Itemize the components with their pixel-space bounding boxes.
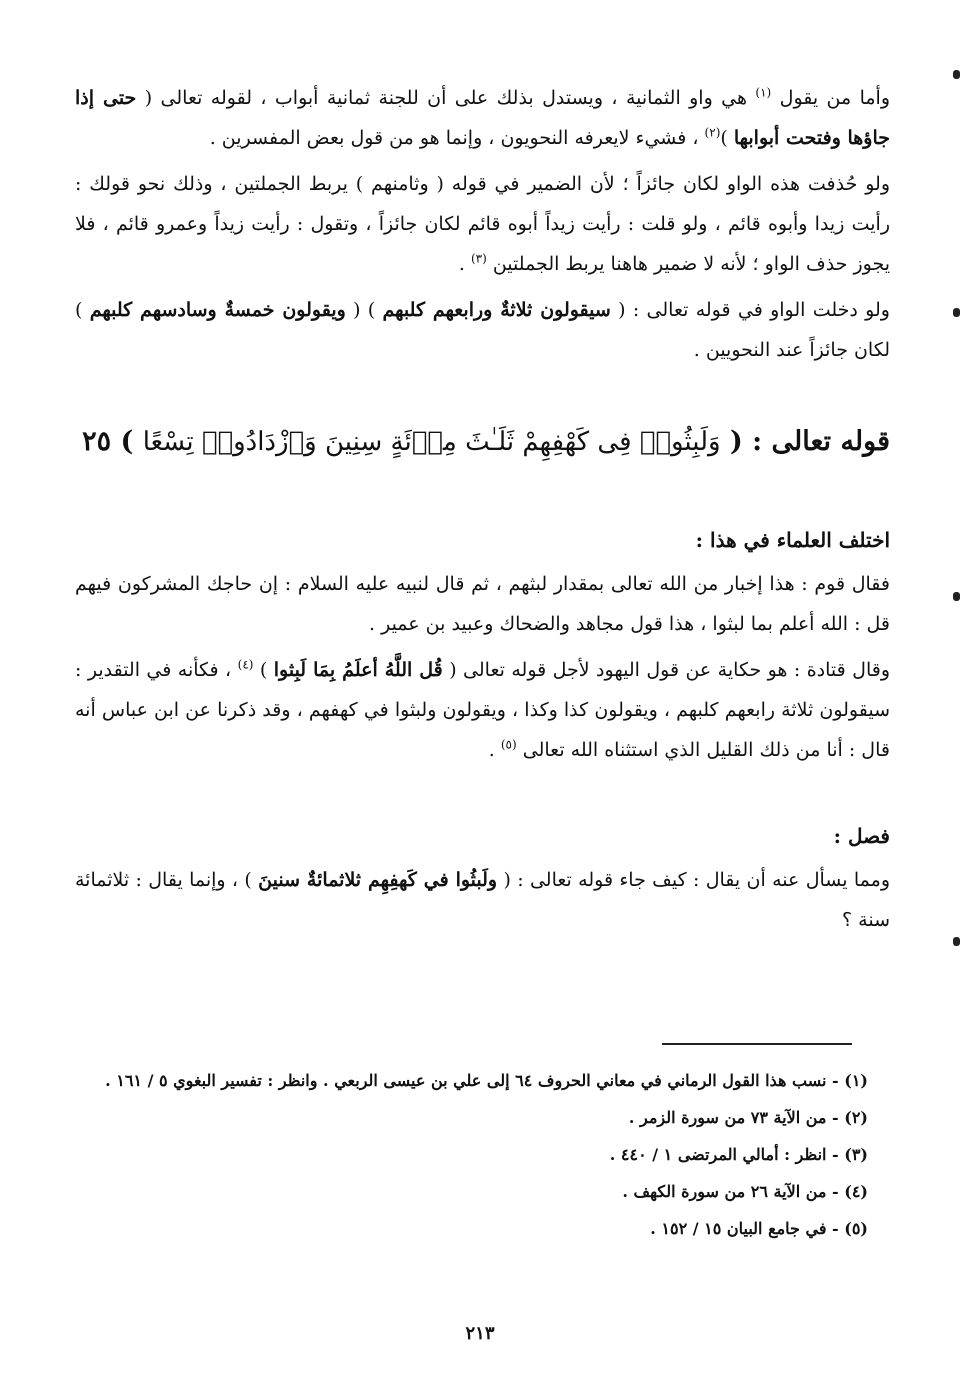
footnote-ref-2[interactable]: (٢) — [704, 125, 721, 140]
text: . — [458, 253, 465, 275]
text: ) ( — [353, 299, 376, 321]
footnote-2: (٢) - من الآية ٧٣ من سورة الزمر . — [628, 1108, 868, 1127]
main-text — [75, 78, 890, 946]
text: . — [488, 739, 495, 761]
page-number: ٢١٣ — [465, 1323, 495, 1344]
paragraph-dukhul-waw — [75, 290, 890, 370]
footnotes — [90, 1063, 868, 1248]
footnote-3: (٣) - انظر : أمالي المرتضى ١ / ٤٤٠ . — [609, 1145, 868, 1164]
text: ولو دخلت الواو في قوله تعالى : ( — [618, 299, 890, 321]
quran-quote: ويقولون خمسةٌ وسادسهم كلبهم — [89, 299, 346, 321]
text: ، فكأنه في التقدير : سيقولون ثلاثة رابعهم كلبهم ، ويقولون كذا وكذا ، ويقولون ولبثوا في كهفهم ، وقد ذكرنا عن ابن عباس أنه قال : أنا من ذلك القليل الذي استثناه الله تعالى — [75, 659, 890, 761]
verse-heading — [75, 422, 890, 462]
scan-mark — [953, 937, 960, 946]
paragraph-waw-thamaniya — [75, 78, 890, 158]
section-heading-ikhtilaf: اختلف العلماء في هذا : — [695, 528, 890, 552]
footnote-1: (١) - نسب هذا القول الرماني في معاني الحروف ٦٤ إلى علي بن عيسى الربعي . وانظر : تفسير البغوي ٥ / ١٦١ . — [105, 1071, 868, 1090]
scan-mark — [953, 592, 960, 601]
text: ولو حُذفت هذه الواو لكان جائزاً ؛ لأن الضمير في قوله ( وثامنهم ) يربط الجملتين ، وذلك نحو قولك : رأيت زيدا وأبوه قائم ، ولو قلت : رأيت زيداً أبوه قائم لكان جائزاً ، وتقول : رأيت زيداً وعمرو قائم ، فلا يجوز حذف الواو ؛ لأنه لا ضمير هاهنا يربط الجملتين — [75, 173, 890, 275]
text: ، فشيء لايعرفه النحويون ، وإنما هو من قول بعض المفسرين . — [209, 127, 699, 149]
text: ) ، وإنما يقال : ثلاثمائة سنة ؟ — [75, 869, 890, 931]
section-heading-fasl: فصل : — [833, 824, 890, 848]
text: ) — [720, 127, 728, 149]
footnote-ref-5[interactable]: (٥) — [500, 737, 517, 752]
scan-mark — [953, 70, 960, 79]
text: هي واو الثمانية ، ويستدل بذلك على أن للجنة ثمانية أبواب ، لقوله تعالى ( — [144, 87, 747, 109]
verse-prefix: قوله تعالى : ( — [730, 426, 890, 457]
paragraph-fasl — [75, 860, 890, 940]
text: وقال قتادة : هو حكاية عن قول اليهود لأجل قوله تعالى ( — [449, 659, 891, 681]
text: ) — [259, 659, 268, 681]
footnote-ref-3[interactable]: (٣) — [470, 251, 487, 266]
verse-suffix: ) ٢٥ — [82, 426, 134, 457]
paragraph-hadhf-waw — [75, 164, 890, 284]
text: ومما يسأل عنه أن يقال : كيف جاء قوله تعالى : ( — [503, 869, 890, 891]
quran-quote: حتى إذا جاؤها وفتحت أبوابها — [75, 87, 890, 149]
footnote-ref-4[interactable]: (٤) — [237, 657, 254, 672]
text: وأما من يقول — [779, 87, 891, 109]
quran-quote: سيقولون ثلاثةٌ ورابعهم كلبهم — [382, 299, 611, 321]
quran-quote: قُل اللَّهُ أعلَمُ بِمَا لَبِثوا — [273, 659, 443, 681]
text: ) لكان جائزاً عند النحويين . — [75, 299, 890, 361]
footnote-divider — [662, 1043, 852, 1045]
quran-quote: ولَبثُوا في كَهفِهِم ثلاثمائةٌ سنينَ — [258, 869, 498, 891]
verse-text: وَلَبِثُوا۟ فِى كَهْفِهِمْ ثَلَـٰثَ مِا۟ئَةٍ سِنِينَ وَٱزْدَادُوا۟ تِسْعًا — [142, 427, 721, 457]
footnote-4: (٤) - من الآية ٢٦ من سورة الكهف . — [622, 1182, 868, 1201]
paragraph-qatada — [75, 650, 890, 770]
footnote-5: (٥) - في جامع البيان ١٥ / ١٥٢ . — [650, 1219, 868, 1238]
scan-mark — [953, 308, 960, 317]
footnote-ref-1[interactable]: (١) — [755, 85, 772, 100]
paragraph-qawm: فقال قوم : هذا إخبار من الله تعالى بمقدار لبثهم ، ثم قال لنبيه عليه السلام : إن حاجك المشركون فيهم قل : الله أعلم بما لبثوا ، هذا قول مجاهد والضحاك وعبيد بن عمير . — [75, 573, 890, 635]
